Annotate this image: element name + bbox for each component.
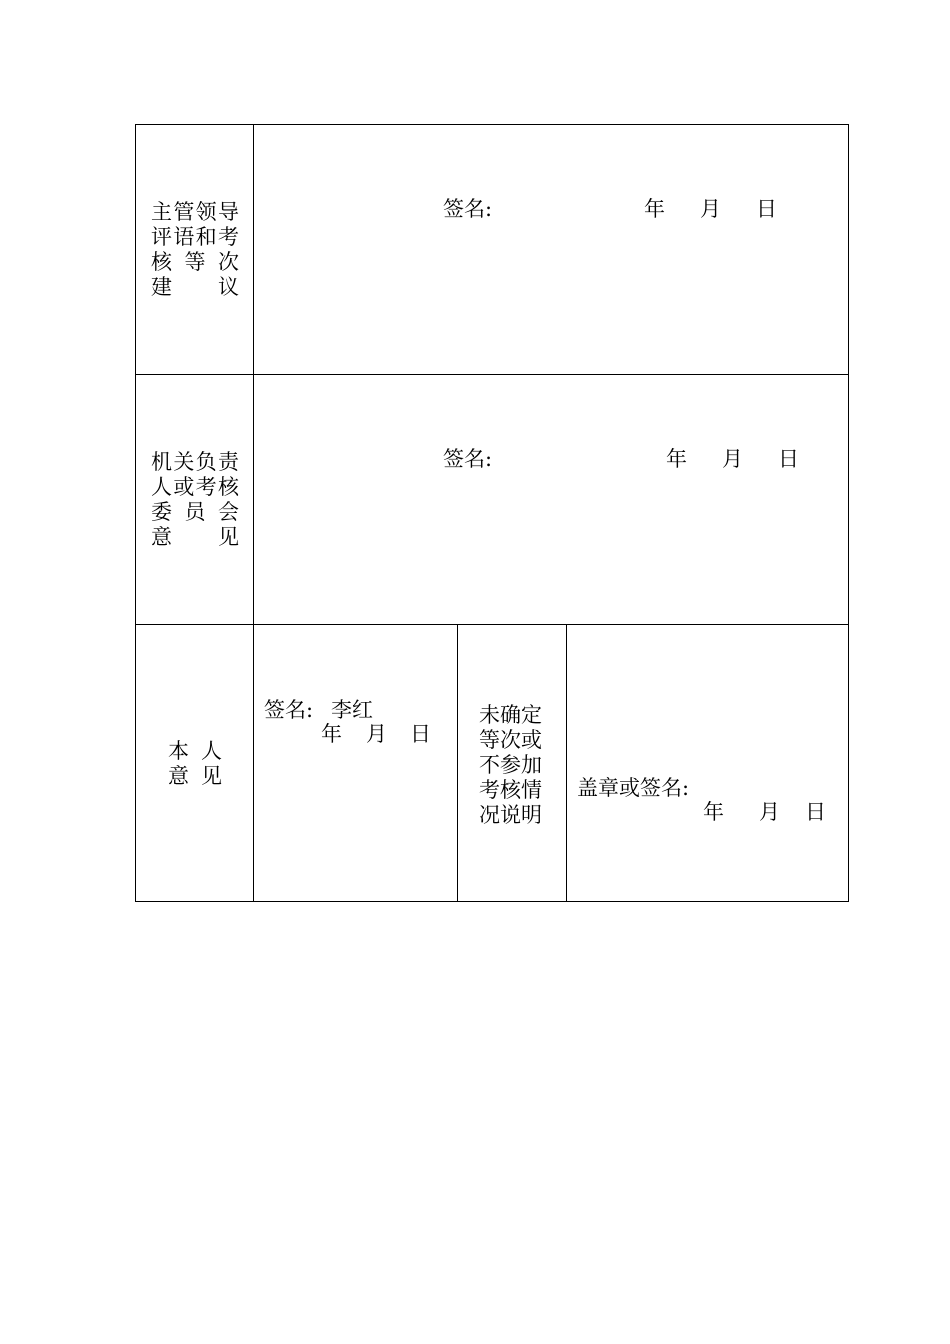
explain-year-label: 年: [703, 800, 724, 824]
label-line: 本 人: [168, 739, 222, 763]
self-month-label: 月: [366, 722, 387, 746]
label-line: 人 或 考 核: [151, 475, 239, 499]
leader-sign-label: 签名:: [443, 197, 493, 221]
leader-comment-label: [151, 200, 239, 300]
label-line: 建 议: [151, 275, 239, 299]
label-line: 委 员 会: [151, 500, 239, 524]
label-line: 核 等 次: [151, 250, 239, 274]
label-line: 未确定: [479, 703, 542, 727]
label-line: 不参加: [479, 753, 542, 777]
label-line: 机 关 负 责: [151, 450, 239, 474]
leader-month-label: 月: [700, 197, 721, 221]
committee-month-label: 月: [722, 447, 743, 471]
border-right: [848, 124, 849, 902]
self-opinion-label: [168, 739, 222, 789]
border-label-col: [253, 124, 254, 902]
committee-sign-label: 签名:: [443, 447, 493, 471]
border-self-col: [457, 624, 458, 902]
leader-day-label: 日: [756, 197, 777, 221]
label-line: 况说明: [479, 803, 542, 827]
border-row2: [135, 624, 849, 625]
explain-sign-label: 盖章或签名:: [577, 776, 690, 800]
label-line: 等次或: [479, 728, 542, 752]
self-sign-label: 签名:: [264, 698, 314, 722]
label-line: 意 见: [168, 764, 222, 788]
committee-day-label: 日: [778, 447, 799, 471]
label-line: 意 见: [151, 525, 239, 549]
explain-month-label: 月: [759, 800, 780, 824]
border-explain-col: [566, 624, 567, 902]
border-row1: [135, 374, 849, 375]
leader-year-label: 年: [644, 197, 665, 221]
border-bottom: [135, 901, 849, 902]
border-left: [135, 124, 136, 902]
self-year-label: 年: [321, 722, 342, 746]
committee-year-label: 年: [666, 447, 687, 471]
explain-label: [479, 703, 542, 828]
self-day-label: 日: [410, 722, 431, 746]
self-signer-name: 李红: [331, 698, 373, 722]
border-top: [135, 124, 849, 125]
committee-opinion-label: [151, 450, 239, 550]
label-line: 评 语 和 考: [151, 225, 239, 249]
label-line: 考核情: [479, 778, 542, 802]
label-line: 主 管 领 导: [151, 200, 239, 224]
explain-day-label: 日: [805, 800, 826, 824]
